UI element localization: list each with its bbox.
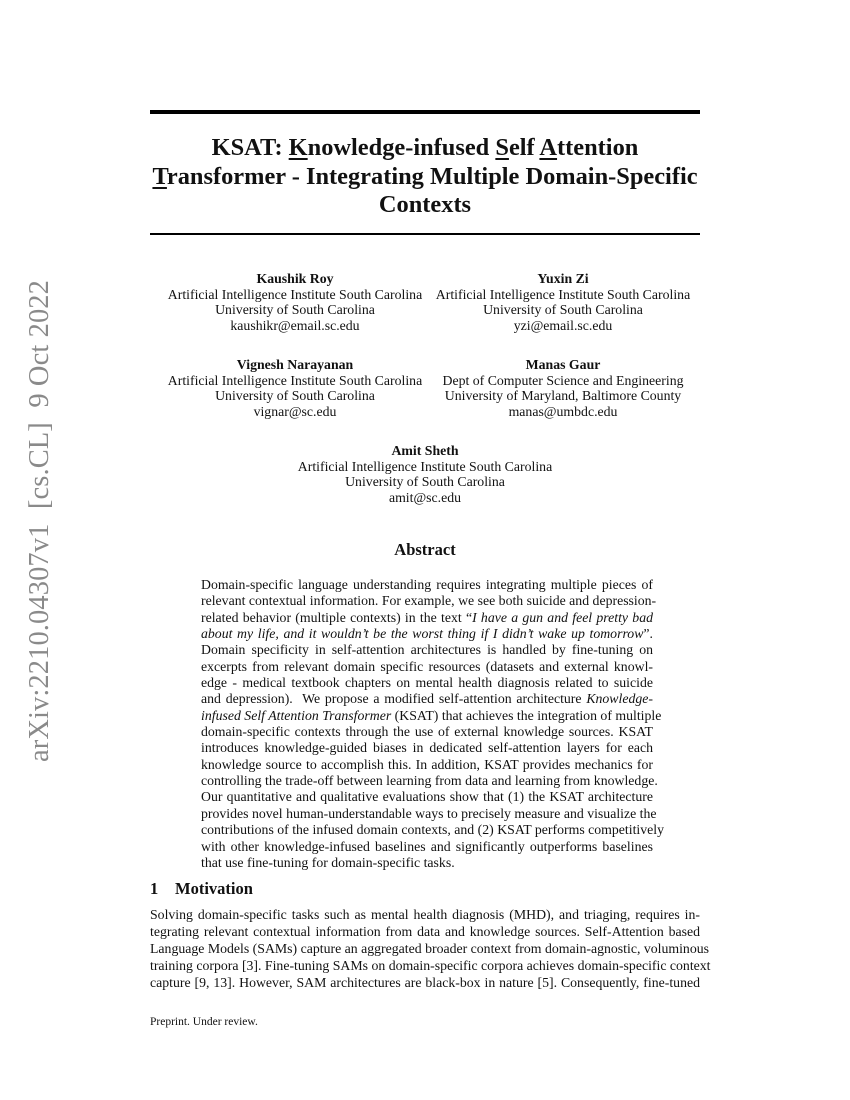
author-name: Yuxin Zi bbox=[537, 271, 589, 286]
author-affiliation: Artificial Intelligence Institute South Carolina bbox=[167, 372, 423, 388]
author-name: Vignesh Narayanan bbox=[236, 357, 354, 372]
abstract-line: controlling the trade-off between learning from data and learning from knowledge. bbox=[201, 773, 658, 789]
abstract-line: Domain specificity in self-attention architectures is handled by fine-tuning on bbox=[201, 642, 653, 658]
author-name: Kaushik Roy bbox=[256, 271, 334, 286]
author-affiliation: University of South Carolina bbox=[345, 474, 505, 490]
author-block bbox=[418, 357, 708, 419]
abstract-line: Our quantitative and qualitative evaluations show that (1) the KSAT architecture bbox=[201, 789, 653, 805]
author-affiliation: Artificial Intelligence Institute South Carolina bbox=[435, 286, 691, 302]
abstract-heading: Abstract bbox=[394, 540, 456, 559]
section-title: Motivation bbox=[175, 879, 253, 898]
author-email[interactable]: vignar@sc.edu bbox=[253, 403, 337, 419]
abstract-line: contributions of the infused domain contexts, and (2) KSAT performs competitively bbox=[201, 822, 665, 838]
quote-italic: I have a gun and feel pretty bad bbox=[472, 609, 653, 625]
preprint-footer: Preprint. Under review. bbox=[150, 1016, 258, 1028]
paper-title: KSAT: Knowledge-infused Self Attention Transformer - Integrating Multiple Domain-Specific Contexts bbox=[152, 134, 698, 218]
author-name: Manas Gaur bbox=[525, 357, 601, 372]
abstract-line: provides novel human-understandable ways to precisely measure and visualize the bbox=[201, 805, 657, 821]
author-affiliation: Artificial Intelligence Institute South Carolina bbox=[167, 286, 423, 302]
author-block bbox=[418, 271, 708, 333]
abstract-line: with other knowledge-infused baselines and significantly outperforms baselines bbox=[201, 838, 653, 854]
author-email[interactable]: kaushikr@email.sc.edu bbox=[230, 317, 360, 333]
author-block bbox=[150, 271, 440, 333]
arxiv-stamp-text: arXiv:2210.04307v1 [cs.CL] 9 Oct 2022 bbox=[24, 279, 55, 762]
arxiv-identifier-stamp bbox=[20, 278, 60, 763]
abstract-line: relevant contextual information. For example, we see both suicide and depression- bbox=[201, 593, 657, 609]
author-email[interactable]: yzi@email.sc.edu bbox=[513, 317, 613, 333]
section-number: 1 bbox=[150, 879, 159, 898]
abstract-line: domain-specific contexts through the use of external knowledge sources. KSAT bbox=[201, 724, 653, 740]
abstract-line: about my life, and it wouldn’t be the worst thing if I didn’t wake up tomorrow”. bbox=[201, 626, 653, 642]
abstract-line: introduces knowledge-guided biases in dedicated self-attention layers for each bbox=[201, 740, 653, 756]
model-name-italic: Knowledge- bbox=[586, 691, 653, 707]
abstract-line: that use fine-tuning for domain-specific tasks. bbox=[201, 854, 455, 870]
author-block bbox=[150, 357, 440, 419]
author-affiliation: Artificial Intelligence Institute South Carolina bbox=[297, 458, 553, 474]
abstract-line: edge - medical textbook chapters on mental health diagnosis related to suicide bbox=[201, 675, 653, 691]
section-heading-motivation bbox=[150, 879, 253, 899]
abstract-line: and depression). We propose a modified self-attention architecture Knowledge- bbox=[201, 691, 653, 707]
author-block bbox=[280, 443, 570, 505]
author-email[interactable]: manas@umbdc.edu bbox=[508, 403, 618, 419]
author-email[interactable]: amit@sc.edu bbox=[388, 489, 462, 505]
title-bottom-rule bbox=[150, 233, 700, 235]
abstract-line: Domain-specific language understanding requires integrating multiple pieces of bbox=[201, 577, 653, 592]
author-affiliation: Dept of Computer Science and Engineering bbox=[442, 372, 684, 388]
author-affiliation: University of South Carolina bbox=[483, 302, 643, 318]
body-line: Solving domain-specific tasks such as mental health diagnosis (MHD), and triaging, requires in- bbox=[150, 907, 700, 922]
abstract-line: excerpts from relevant domain specific resources (datasets and external knowl- bbox=[201, 658, 653, 674]
body-line: training corpora [3]. Fine-tuning SAMs on domain-specific corpora achieves domain-specific context bbox=[150, 957, 711, 973]
model-name-italic: infused Self Attention Transformer bbox=[201, 707, 392, 723]
body-line: tegrating relevant contextual information from data and knowledge sources. Self-Attention based bbox=[150, 923, 700, 939]
abstract-line: infused Self Attention Transformer (KSAT) that achieves the integration of multiple bbox=[201, 707, 662, 723]
motivation-body bbox=[150, 907, 711, 991]
quote-italic: about my life, and it wouldn’t be the worst thing if I didn’t wake up tomorrow bbox=[201, 626, 644, 642]
body-line: Language Models (SAMs) capture an aggregated broader context from domain-agnostic, voluminous bbox=[150, 940, 709, 956]
author-name: Amit Sheth bbox=[391, 443, 459, 458]
abstract-line: related behavior (multiple contexts) in the text “I have a gun and feel pretty bad bbox=[201, 609, 653, 625]
author-affiliation: University of South Carolina bbox=[215, 302, 375, 318]
body-line: capture [9, 13]. However, SAM architectures are black-box in nature [5]. Consequently, fine-tuned bbox=[150, 974, 700, 990]
author-affiliation: University of South Carolina bbox=[215, 388, 375, 404]
author-affiliation: University of Maryland, Baltimore County bbox=[444, 388, 682, 404]
title-top-rule bbox=[150, 110, 700, 114]
abstract-body bbox=[201, 577, 665, 871]
abstract-line: knowledge source to accomplish this. In addition, KSAT provides mechanics for bbox=[201, 756, 653, 772]
